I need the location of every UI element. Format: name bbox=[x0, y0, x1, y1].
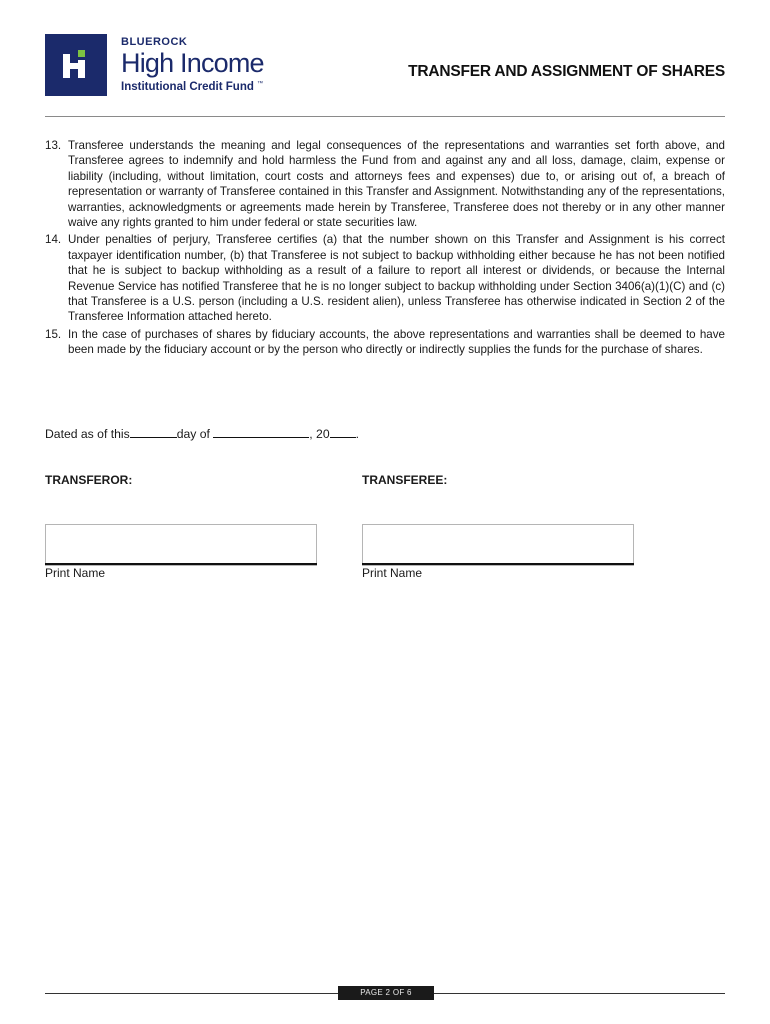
representations-list bbox=[45, 138, 725, 360]
logo-mark bbox=[45, 34, 107, 96]
transferor-name-field[interactable] bbox=[45, 524, 317, 566]
transferor-print-name-label: Print Name bbox=[45, 566, 106, 580]
logo-wordmark bbox=[121, 36, 264, 94]
transferee-print-name-label: Print Name bbox=[362, 566, 423, 580]
page-title: TRANSFER AND ASSIGNMENT OF SHARES bbox=[408, 63, 725, 80]
h-logo-icon bbox=[45, 34, 107, 96]
logo-fund-name: High Income bbox=[121, 48, 264, 78]
item-text: Transferee understands the meaning and legal consequences of the representations and warranties set forth above, and Transferee agrees to indemnify and hold harmless the Fund from and against any and all loss, damage, claim, expense or liability (including, without limitation, court costs and attorneys fees and expenses) due to, or arising out of, a breach of representation or warranty of Transferee contained in this Transfer and Assignment. Notwithstanding any of the representations, warranties, acknowledgments or agreements made herein by Transferee, Transferee does not thereby or in any other manner waive any rights granted to him under federal or state securities law. bbox=[68, 139, 725, 230]
logo-tagline: Institutional Credit Fund ™ bbox=[121, 80, 264, 93]
month-field[interactable] bbox=[213, 426, 309, 438]
logo-brand: BLUEROCK bbox=[121, 36, 188, 48]
list-item bbox=[45, 138, 725, 230]
item-number: 15. bbox=[45, 327, 62, 341]
item-text: Under penalties of perjury, Transferee certifies (a) that the number shown on this Transfer and Assignment is his correct taxpayer identification number, (b) that Transferee is not subject to backup withholding either because he has not been notified that he is subject to backup withholding as a result of a failure to report all interest or dividends, or because the Internal Revenue Service has notified Transferee that he is no longer subject to backup withholding under Section 3406(a)(1)(C) and (c) that Transferee is a U.S. person (including a U.S. resident alien), unless Transferee has otherwise indicated in Section 2 of the Transferee Information attached hereto. bbox=[68, 233, 725, 324]
list-item bbox=[45, 232, 725, 324]
day-field[interactable] bbox=[130, 426, 177, 438]
dated-suffix: . bbox=[355, 427, 360, 441]
item-number: 14. bbox=[45, 233, 62, 247]
trademark-mark: ™ bbox=[257, 81, 264, 87]
item-number: 13. bbox=[45, 139, 62, 152]
transferee-name-field[interactable] bbox=[362, 524, 634, 566]
transferor-signature-line bbox=[45, 563, 317, 565]
header-divider bbox=[45, 116, 725, 117]
transferor-label: TRANSFEROR: bbox=[45, 473, 133, 487]
dated-prefix: Dated as of this bbox=[45, 427, 130, 441]
year-field[interactable] bbox=[330, 426, 356, 438]
dated-line bbox=[45, 426, 359, 441]
item-text: In the case of purchases of shares by fiduciary accounts, the above representations and warranties shall be deemed to have been made by the fiduciary account or by the person who directly or indirectly supplies the funds for the purchase of shares. bbox=[68, 327, 725, 357]
dated-day-label: day of bbox=[176, 427, 210, 441]
list-item bbox=[45, 327, 725, 358]
transferee-signature-line bbox=[362, 563, 634, 565]
transferee-label: TRANSFEREE: bbox=[362, 473, 448, 487]
page-number: PAGE 2 OF 6 bbox=[338, 986, 434, 1000]
dated-year-prefix: , 20 bbox=[309, 427, 330, 441]
